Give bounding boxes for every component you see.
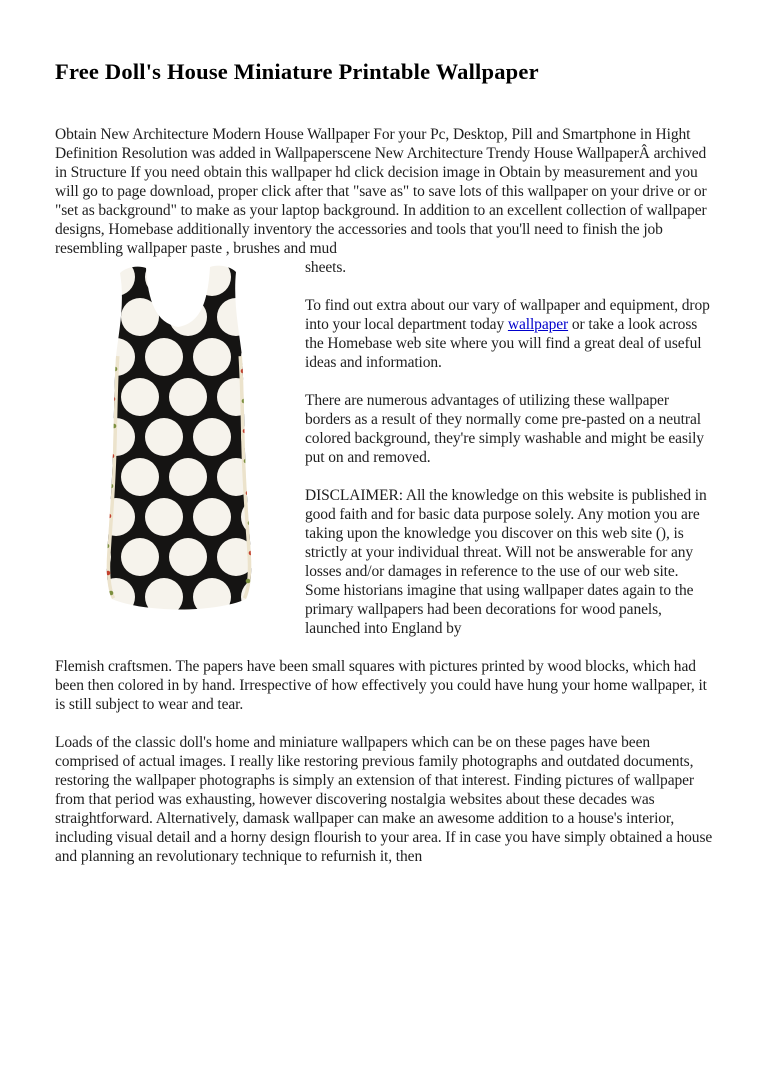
paragraph-disclaimer: DISCLAIMER: All the knowledge on this website is published in good faith and for basic data purpose solely. Any motion you are taking upon the knowledge you discover on this web site (), is strictly at your individual threat. Will not be answerable for any losses and/or damages in reference to the use of our web site. Some historians imagine that using wallpaper dates again to the primary wallpapers had been decorations for wood panels, launched into England by — [305, 487, 707, 637]
paragraph-intro-continuation: sheets. — [305, 259, 347, 276]
paragraph-visit — [305, 296, 717, 372]
page-title: Free Doll's House Miniature Printable Wallpaper — [55, 59, 539, 84]
paragraph-visit-after-link: or take a look across the Homebase web site where you will find a great deal of useful ideas and information. — [305, 316, 702, 371]
image-text-row — [55, 258, 717, 657]
paragraph-visit-before-link: To find out extra about our vary of wallpaper and equipment, drop into your local department today — [305, 297, 710, 333]
polka-dot-dress-illustration — [102, 261, 254, 613]
paragraph-intro: Obtain New Architecture Modern House Wallpaper For your Pc, Desktop, Pill and Smartphone in Hight Definition Resolution was added in Wallpaperscene New Architecture Trendy House WallpaperÂ archived in Structure If you need obtain this wallpaper hd click decision image in Obtain by measurement and you will go to page download, proper click after that "save as" to save lots of this wallpaper on your drive or or "set as background" to make as your laptop background. In addition to an excellent collection of wallpaper designs, Homebase additionally inventory the accessories and tools that you'll need to finish the job resembling wallpaper paste , brushes and mud — [55, 126, 707, 257]
wrapped-text-column — [305, 258, 717, 657]
paragraph-borders: There are numerous advantages of utilizing these wallpaper borders as a result of they normally come pre-pasted on a neutral colored background, they're simply washable and might be easily put on and removed. — [305, 392, 704, 466]
paragraph-closing: Loads of the classic doll's home and miniature wallpapers which can be on these pages have been comprised of actual images. I really like restoring previous family photographs and outdated documents, restoring the wallpaper photographs is simply an extension of that interest. Finding pictures of wallpaper from that period was exhausting, however discovering nostalgia websites about these decades was straightforward. Alternatively, damask wallpaper can make an awesome addition to a house's interior, including visual detail and a horny design flourish to your area. If in case you have simply obtained a house and planning an revolutionary technique to refurnish it, then — [55, 734, 713, 865]
paragraph-history: Flemish craftsmen. The papers have been small squares with pictures printed by wood blocks, which had been then colored in by hand. Irrespective of how effectively you could have hung your home wallpaper, it is still subject to wear and tear. — [55, 658, 707, 713]
dress-image — [55, 258, 305, 613]
dress-silhouette — [107, 266, 252, 610]
wallpaper-link[interactable]: wallpaper — [507, 316, 569, 333]
